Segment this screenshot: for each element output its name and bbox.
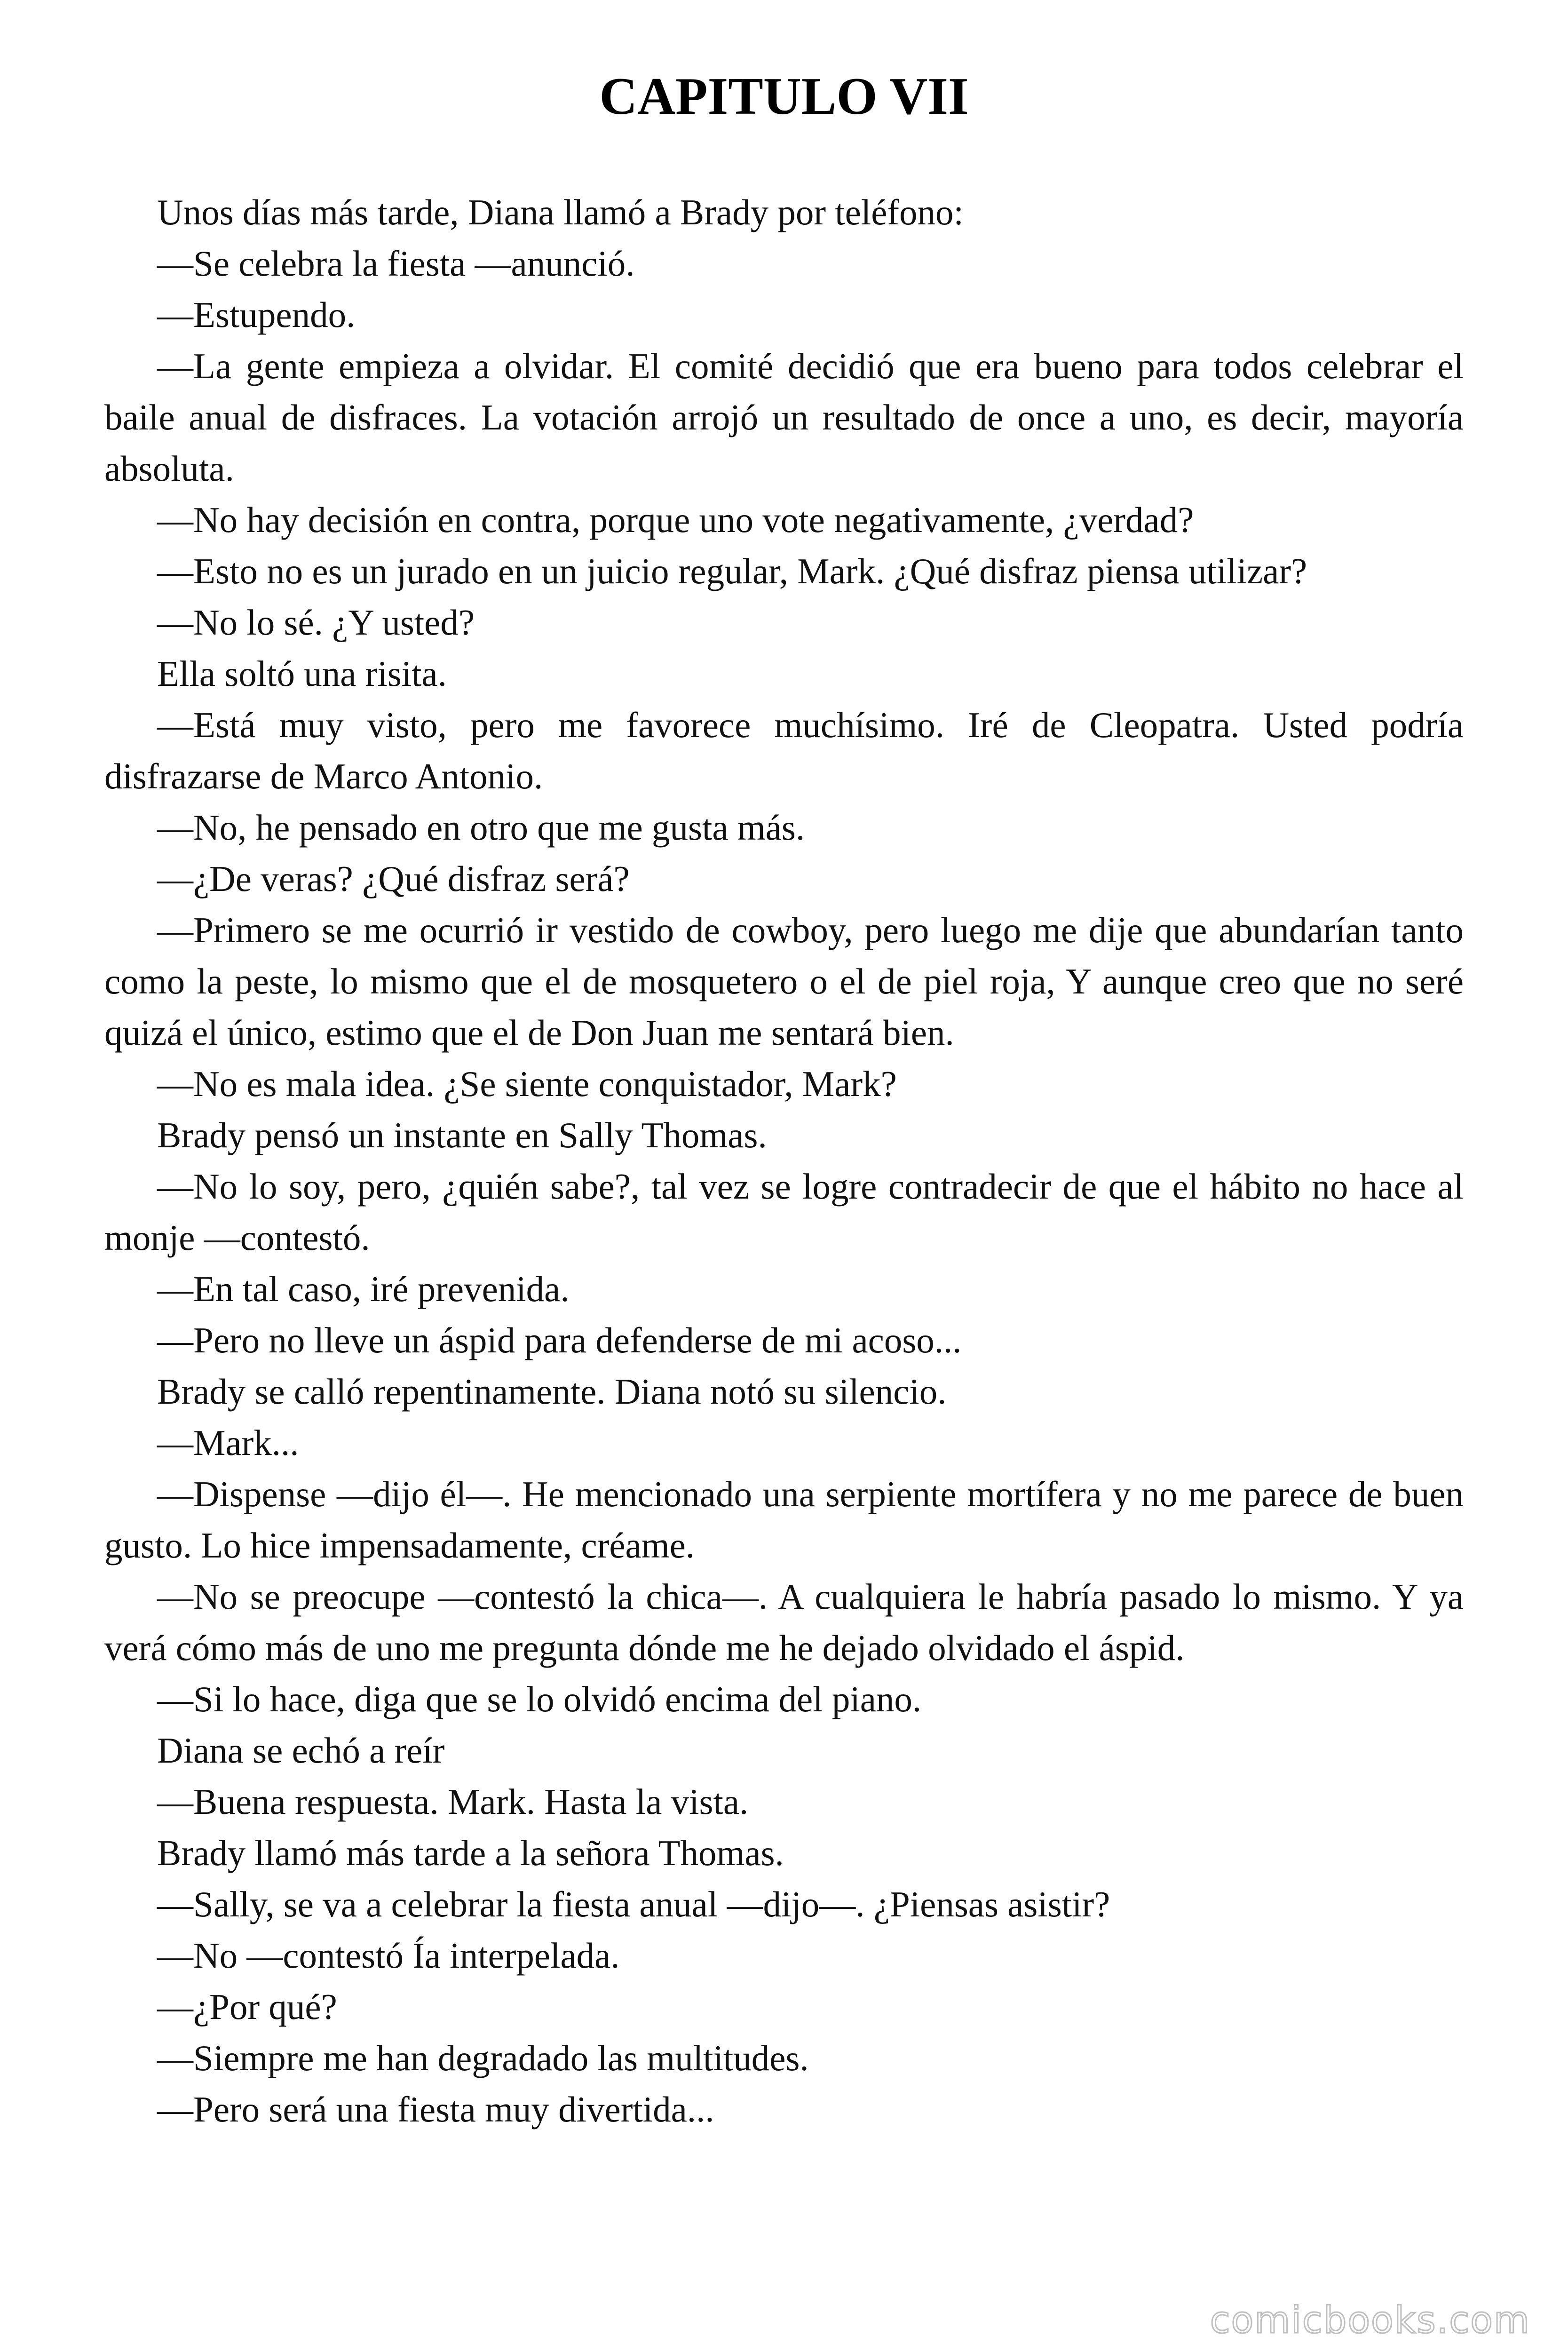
paragraph: —Pero no lleve un áspid para defenderse de mi acoso... xyxy=(157,1320,962,1360)
paragraph: —Buena respuesta. Mark. Hasta la vista. xyxy=(157,1781,749,1822)
paragraph: —Esto no es un jurado en un juicio regular, Mark. ¿Qué disfraz piensa utilizar? xyxy=(157,551,1307,591)
paragraph: —Mark... xyxy=(157,1422,299,1463)
paragraph: Ella soltó una risita. xyxy=(157,653,447,694)
paragraph: —En tal caso, iré prevenida. xyxy=(157,1269,570,1309)
paragraph: —No —contestó Ía interpelada. xyxy=(157,1935,620,1976)
paragraph: Brady se calló repentinamente. Diana notó su silencio. xyxy=(157,1371,947,1412)
paragraph: —¿Por qué? xyxy=(157,1986,337,2027)
body-text xyxy=(104,187,1464,2135)
paragraph: —La gente empieza a olvidar. El comité decidió que era bueno para todos celebrar el baile anual de disfraces. La votación arrojó un resultado de once a uno, es decir, mayoría absoluta. xyxy=(104,346,1464,489)
paragraph: —Pero será una fiesta muy divertida... xyxy=(157,2089,714,2130)
watermark: comicbooks.com xyxy=(1210,2299,1530,2342)
paragraph: —No lo soy, pero, ¿quién sabe?, tal vez se logre contradecir de que el hábito no hace al monje —contestó. xyxy=(104,1166,1464,1258)
paragraph: —No es mala idea. ¿Se siente conquistador, Mark? xyxy=(157,1064,897,1104)
paragraph: —Está muy visto, pero me favorece muchísimo. Iré de Cleopatra. Usted podría disfrazarse de Marco Antonio. xyxy=(104,705,1464,796)
paragraph: —No lo sé. ¿Y usted? xyxy=(157,602,475,643)
paragraph: Unos días más tarde, Diana llamó a Brady por teléfono: xyxy=(157,192,964,232)
paragraph: —Siempre me han degradado las multitudes. xyxy=(157,2038,809,2078)
paragraph: —No hay decisión en contra, porque uno vote negativamente, ¿verdad? xyxy=(157,500,1194,540)
paragraph: Brady pensó un instante en Sally Thomas. xyxy=(157,1115,767,1155)
paragraph: —Primero se me ocurrió ir vestido de cowboy, pero luego me dije que abundarían tanto como la peste, lo mismo que el de mosquetero o el de piel roja, Y aunque creo que no seré quizá el único, estimo que el de Don Juan me sentará bien. xyxy=(104,910,1464,1053)
paragraph: —Si lo hace, diga que se lo olvidó encima del piano. xyxy=(157,1679,922,1719)
paragraph: —Se celebra la fiesta —anunció. xyxy=(157,243,635,284)
paragraph: Diana se echó a reír xyxy=(157,1730,445,1771)
paragraph: —Dispense —dijo él—. He mencionado una serpiente mortífera y no me parece de buen gusto. Lo hice impensadamente, créame. xyxy=(104,1474,1464,1565)
paragraph: —¿De veras? ¿Qué disfraz será? xyxy=(157,858,630,899)
paragraph: —No se preocupe —contestó la chica—. A cualquiera le habría pasado lo mismo. Y ya verá cómo más de uno me pregunta dónde me he dejado olvidado el áspid. xyxy=(104,1576,1464,1668)
paragraph: —Estupendo. xyxy=(157,294,356,335)
paragraph: —No, he pensado en otro que me gusta más. xyxy=(157,807,805,848)
paragraph: —Sally, se va a celebrar la fiesta anual —dijo—. ¿Piensas asistir? xyxy=(157,1884,1110,1924)
paragraph: Brady llamó más tarde a la señora Thomas. xyxy=(157,1833,784,1873)
chapter-title: CAPITULO VII xyxy=(599,67,969,126)
